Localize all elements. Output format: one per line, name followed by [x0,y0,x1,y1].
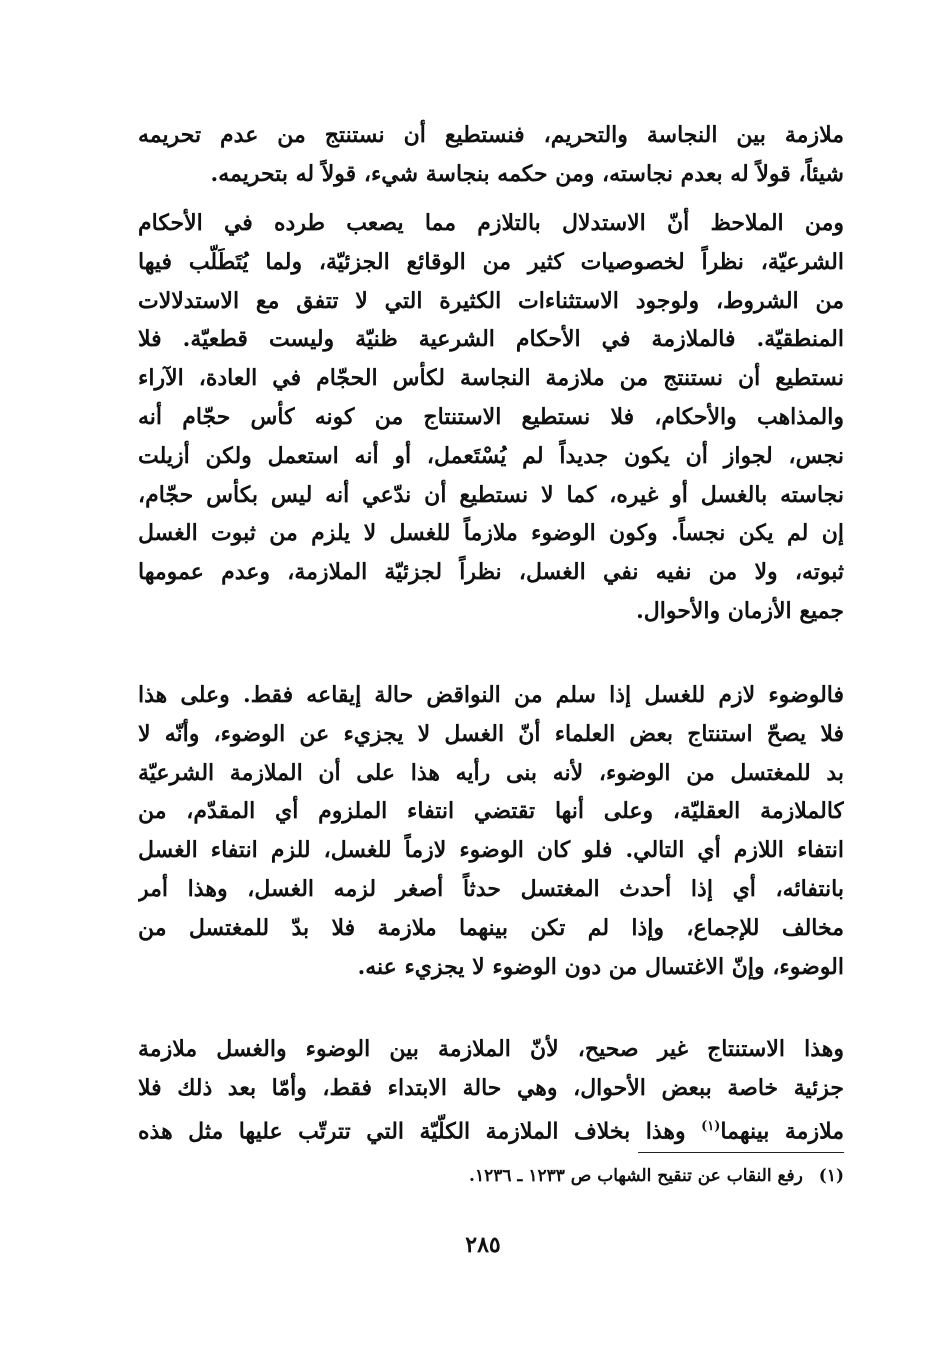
footnote-text: رفع النقاب عن تنقيح الشهاب ص ١٢٣٣ ـ ١٢٣٦. [469,1166,803,1186]
text-line: فلا يصحّ استنتاج بعض العلماء أنّ الغسل لا يجزيء عن الوضوء، وأنّه لا [138,720,844,747]
text-line: جميع الأزمان والأحوال. [636,597,844,624]
text-line: وهذا الاستنتاج غير صحيح، لأنّ الملازمة بين الوضوء والغسل ملازمة [138,1036,844,1062]
text-line: إن لم يكن نجساً. وكون الوضوء ملازماً للغسل لا يلزم من ثبوت الغسل [138,520,844,547]
footnote [300,1160,844,1192]
text-line: بد للمغتسل من الوضوء، لأنه بنى رأيه هذا على أن الملازمة الشرعيّة [138,759,844,786]
text-fragment: وهذا بخلاف الملازمة الكلّيّة التي تترتّب عليها مثل هذه [138,1117,702,1144]
text-line: فالوضوء لازم للغسل إذا سلم من النواقض حالة إيقاعه فقط. وعلى هذا [138,682,844,708]
footnote-separator [638,1152,844,1153]
text-line-with-footnote-ref [138,1108,844,1147]
text-line: بانتفائه، أي إذا أحدث المغتسل حدثاً أصغر لزمه الغسل، وهذا أمر [138,875,844,902]
text-fragment: ملازمة بينهما [720,1117,844,1144]
text-line: المنطقيّة. فالملازمة في الأحكام الشرعية ظنيّة وليست قطعيّة. فلا [138,326,844,353]
text-line: نستطيع أن نستنتج من ملازمة النجاسة لكأس الحجّام في العادة، الآراء [138,365,844,392]
paragraph-1 [138,116,844,194]
text-line: نجاسته بالغسل أو غيره، كما لا نستطيع أن ندّعي أنه ليس بكأس حجّام، [138,481,844,508]
paragraph-3 [138,676,844,986]
paragraph-4 [138,1030,844,1146]
text-line: والمذاهب والأحكام، فلا نستطيع الاستنتاج من كونه كأس حجّام أنه [138,403,844,430]
text-line: كالملازمة العقليّة، وعلى أنها تقتضي انتفاء الملزوم أي المقدّم، من [138,798,844,825]
text-line: انتفاء اللازم أي التالي. فلو كان الوضوء لازماً للغسل، للزم انتفاء الغسل [138,837,844,864]
text-line: مخالف للإجماع، وإذا لم تكن بينهما ملازمة فلا بدّ للمغتسل من [138,914,844,941]
text-line: الوضوء، وإنّ الاغتسال من دون الوضوء لا يجزيء عنه. [357,953,844,980]
page-number: ٢٨٥ [465,1232,501,1258]
footnote-reference[interactable]: (١) [701,1118,721,1134]
text-line: شيئاً، قولاً له بعدم نجاسته، ومن حكمه بنجاسة شيء، قولاً له بتحريمه. [210,160,844,187]
text-line: ومن الملاحظ أنّ الاستدلال بالتلازم مما يصعب طرده في الأحكام [138,210,844,236]
text-line: نجس، لجواز أن يكون جديداً لم يُسْتَعمل، أو أنه استعمل ولكن أزيلت [138,442,844,469]
footnote-number: (١) [818,1166,844,1186]
text-line: جزئية خاصة ببعض الأحوال، وهي حالة الابتداء فقط، وأمّا بعد ذلك فلا [138,1074,844,1101]
text-line: الشرعيّة، نظراً لخصوصيات كثير من الوقائع الجزئيّة، ولما يُتَطَلّب فيها [138,248,844,275]
text-line: ملازمة بين النجاسة والتحريم، فنستطيع أن نستنتج من عدم تحريمه [138,122,844,148]
text-line: ثبوته، ولا من نفيه نفي الغسل، نظراً لجزئيّة الملازمة، وعدم عمومها [138,559,844,586]
text-line: من الشروط، ولوجود الاستثناءات الكثيرة التي لا تتفق مع الاستدلالات [138,287,844,314]
paragraph-2 [138,204,844,631]
